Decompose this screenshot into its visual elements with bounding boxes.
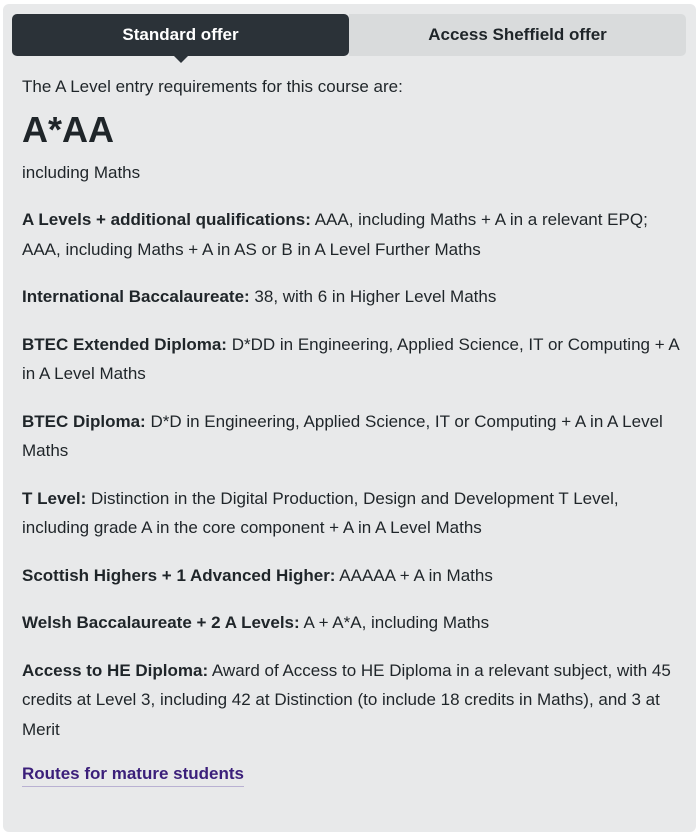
a-level-grade: A*AA — [22, 108, 115, 150]
requirement-text: AAAAA + A in Maths — [335, 565, 493, 585]
requirement-text: AAA, including Maths + A in a relevant EPQ; AAA, including Maths + A in AS or B in A Level Further Maths — [22, 210, 648, 259]
tab-standard-offer-label: Standard offer — [122, 25, 239, 44]
requirement-label: Scottish Highers + 1 Advanced Higher: — [22, 565, 336, 585]
requirement-scottish-highers — [22, 561, 682, 591]
requirement-text: A + A*A, including Maths — [299, 613, 490, 632]
requirement-btec-extended-diploma — [22, 330, 682, 389]
grade-note: including Maths — [22, 162, 141, 182]
requirement-text: Distinction in the Digital Production, Design and Development T Level, including grade A in the core component + A in A Level Maths — [22, 488, 619, 537]
requirement-text: Award of Access to HE Diploma in a relevant subject, with 45 credits at Level 3, including 42 at Distinction (to include 18 credits in Maths), and 3 at Merit — [22, 660, 671, 739]
requirement-label: Access to HE Diploma: — [22, 660, 209, 680]
requirement-text: D*DD in Engineering, Applied Science, IT or Computing + A in A Level Maths — [22, 334, 679, 383]
tab-access-sheffield-offer[interactable] — [349, 14, 686, 56]
offer-tabs — [12, 14, 686, 56]
offer-content — [22, 72, 682, 789]
mature-students-link[interactable]: Routes for mature students — [22, 762, 244, 787]
requirement-ib — [22, 282, 682, 312]
tab-standard-offer[interactable] — [12, 14, 349, 56]
requirement-t-level — [22, 484, 682, 543]
requirement-btec-diploma — [22, 407, 682, 466]
active-tab-caret-icon — [174, 56, 188, 63]
requirement-label: International Baccalaureate: — [22, 287, 250, 306]
requirement-label: T Level: — [22, 488, 87, 508]
requirement-text: D*D in Engineering, Applied Science, IT or Computing + A in A Level Maths — [22, 411, 663, 460]
requirement-access-to-he — [22, 656, 682, 745]
requirement-label: A Levels + additional qualifications: — [22, 210, 311, 229]
requirement-label: Welsh Baccalaureate + 2 A Levels: — [22, 613, 300, 632]
requirement-text: 38, with 6 in Higher Level Maths — [249, 287, 497, 306]
requirements-intro: The A Level entry requirements for this course are: — [22, 77, 403, 96]
tab-access-sheffield-offer-label: Access Sheffield offer — [428, 25, 607, 44]
requirement-label: BTEC Diploma: — [22, 411, 146, 431]
requirement-label: BTEC Extended Diploma: — [22, 334, 227, 354]
requirement-welsh-baccalaureate — [22, 608, 682, 638]
requirement-a-levels-additional — [22, 205, 682, 264]
